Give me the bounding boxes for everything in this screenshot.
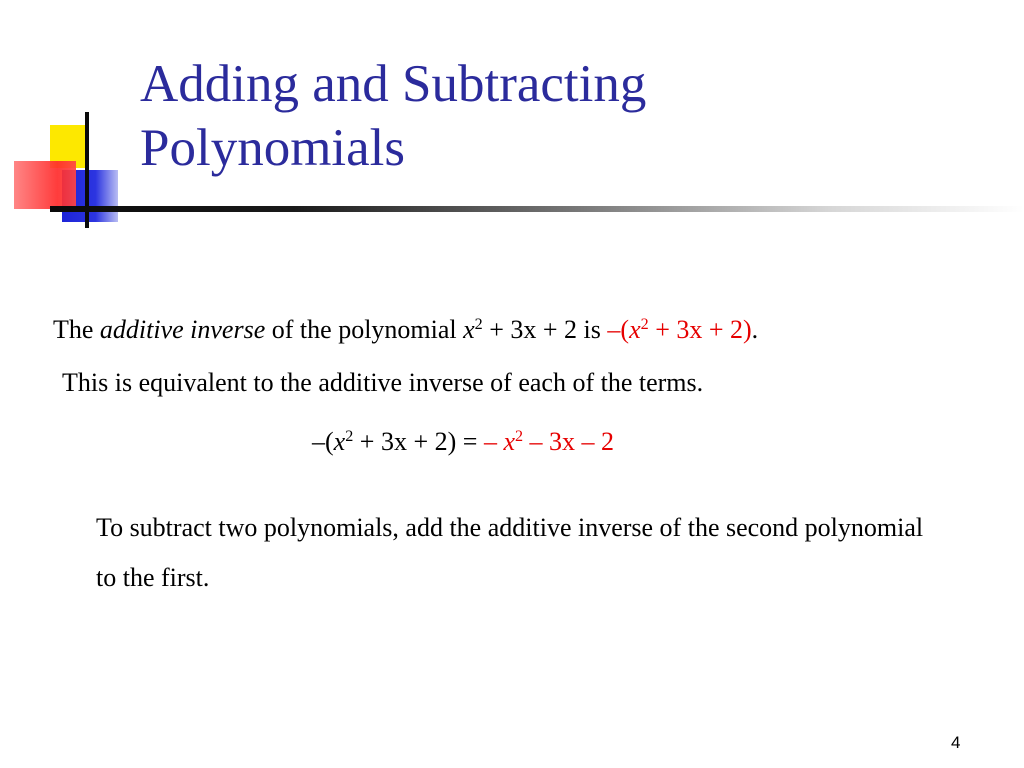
equation-lhs-open: –(: [312, 427, 334, 456]
equation-lhs-rest: + 3x + 2) =: [353, 427, 484, 456]
exponent: 2: [474, 316, 483, 334]
equivalence-statement: This is equivalent to the additive inverse of each of the terms.: [62, 368, 704, 397]
logo-red-square: [14, 161, 76, 209]
definition-polynomial-rest: + 3x + 2 is: [482, 315, 608, 344]
title-underline: [50, 206, 1024, 212]
term-additive-inverse: additive inverse: [99, 315, 266, 344]
equation-rhs-start: –: [483, 427, 504, 456]
equation-rhs: [484, 427, 614, 456]
equation: [312, 426, 614, 462]
equation-rhs-exponent: 2: [514, 428, 524, 446]
equation-lhs-x: x: [333, 427, 346, 456]
inverse-exponent: 2: [640, 316, 649, 334]
definition-the: The: [53, 315, 100, 344]
page-number: 4: [951, 733, 961, 752]
equation-rhs-rest: – 3x – 2: [523, 427, 615, 456]
inverse-expression: [607, 315, 751, 344]
inverse-open: –(: [607, 315, 630, 344]
equation-lhs-exponent: 2: [345, 428, 354, 446]
slide-logo: [0, 0, 150, 240]
equation-rhs-x: x: [503, 427, 515, 456]
slide-title-line-2: Polynomials: [140, 119, 406, 177]
variable-x: x: [463, 315, 475, 344]
subtraction-rule: To subtract two polynomials, add the additive inverse of the second polynomial to the first.: [96, 513, 924, 592]
definition-middle: of the polynomial: [265, 315, 464, 344]
slide-title: [140, 52, 646, 180]
slide-title-line-1: Adding and Subtracting: [140, 55, 647, 113]
definition-period: .: [751, 315, 759, 344]
additive-inverse-definition: [53, 314, 758, 350]
inverse-variable-x: x: [629, 315, 641, 344]
inverse-rest: + 3x + 2): [648, 315, 752, 344]
